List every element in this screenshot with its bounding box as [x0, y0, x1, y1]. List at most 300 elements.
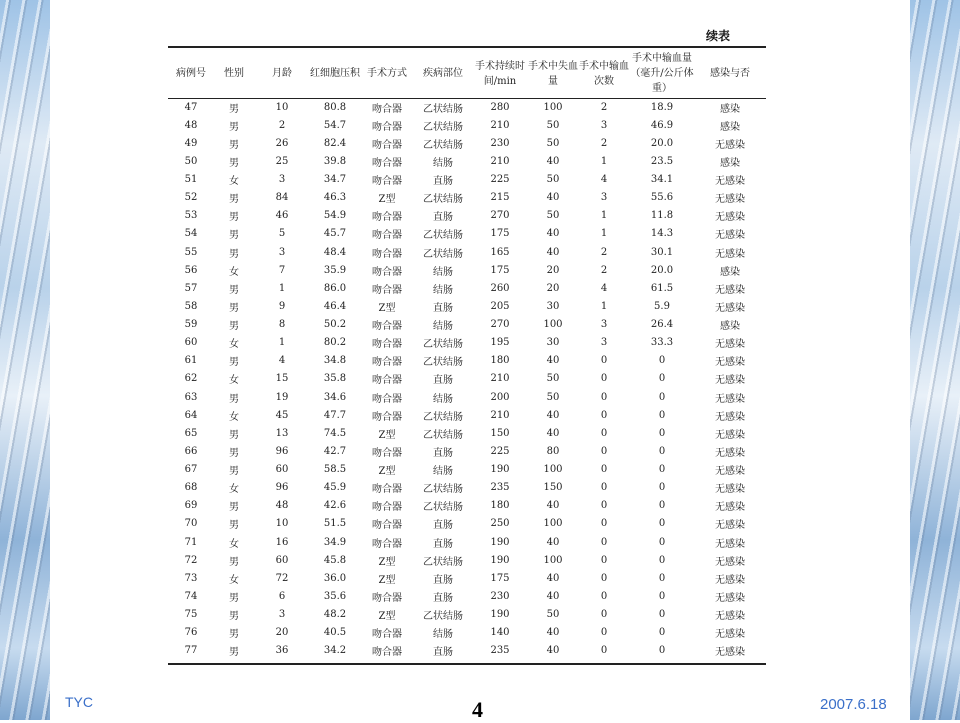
table-cell: 乙状结肠 — [423, 248, 463, 260]
table-cell: 35.9 — [323, 264, 347, 276]
table-cell: 男 — [229, 121, 239, 133]
table-cell: 吻合器 — [372, 484, 402, 496]
table-cell: 2 — [278, 119, 286, 131]
table-cell: 直肠 — [433, 302, 453, 314]
table-cell: 无感染 — [715, 248, 745, 260]
table-cell: 男 — [229, 592, 239, 604]
table-cell: 210 — [490, 119, 510, 131]
table-cell: 无感染 — [715, 302, 745, 314]
table-cell: 66 — [184, 445, 198, 457]
table-cell: 无感染 — [715, 502, 745, 514]
table-cell: 15 — [275, 373, 289, 385]
table-cell: 0 — [600, 609, 608, 621]
table-cell: 吻合器 — [372, 157, 402, 169]
table-cell: 40 — [546, 246, 560, 258]
table-cell: 54.7 — [323, 119, 347, 131]
footer-date: 2007.6.18 — [820, 696, 887, 713]
table-cell: 女 — [229, 266, 239, 278]
table-cell: 女 — [229, 176, 239, 188]
table-row — [168, 225, 766, 243]
table-cell: 100 — [543, 464, 563, 476]
table-cell: 50 — [546, 210, 560, 222]
table-cell: 乙状结肠 — [423, 611, 463, 623]
table-cell: 0 — [658, 554, 666, 566]
table-cell: 58 — [184, 300, 198, 312]
table-cell: 23.5 — [650, 155, 674, 167]
table-cell: 男 — [229, 212, 239, 224]
table-cell: 无感染 — [715, 574, 745, 586]
table-cell: 女 — [229, 484, 239, 496]
table-cell: 210 — [490, 409, 510, 421]
table-cell: 吻合器 — [372, 411, 402, 423]
table-cell: 2 — [600, 264, 608, 276]
column-header: 手术中失血量 — [528, 60, 578, 87]
table-cell: 150 — [543, 482, 563, 494]
table-cell: 50 — [546, 137, 560, 149]
table-cell: 225 — [490, 174, 510, 186]
table-cell: 80.2 — [323, 337, 347, 349]
table-cell: 70 — [184, 518, 198, 530]
table-cell: 260 — [490, 282, 510, 294]
table-cell: 乙状结肠 — [423, 121, 463, 133]
table-row — [168, 587, 766, 605]
table-cell: 无感染 — [715, 538, 745, 550]
table-cell: 19 — [275, 391, 289, 403]
table-cell: 无感染 — [715, 466, 745, 478]
table-cell: 82.4 — [323, 137, 347, 149]
table-cell: 150 — [490, 427, 510, 439]
table-cell: 33.3 — [650, 337, 674, 349]
table-cell: 3 — [600, 119, 608, 131]
table-cell: 直肠 — [433, 176, 453, 188]
table-row — [168, 388, 766, 406]
table-cell: 1 — [600, 210, 608, 222]
table-cell: 26 — [275, 137, 289, 149]
table-cell: 48 — [184, 119, 198, 131]
table-cell: 51 — [184, 174, 198, 186]
table-row — [168, 171, 766, 189]
table-cell: 0 — [658, 518, 666, 530]
table-cell: Z型 — [378, 194, 396, 206]
table-cell: 71 — [184, 536, 198, 548]
table-cell: 45 — [275, 409, 289, 421]
table-row — [168, 497, 766, 515]
table-cell: 53 — [184, 210, 198, 222]
table-cell: 40.5 — [323, 627, 347, 639]
table-cell: 26.4 — [650, 319, 674, 331]
table-cell: 0 — [600, 590, 608, 602]
table-cell: 30.1 — [650, 246, 674, 258]
table-cell: 吻合器 — [372, 592, 402, 604]
table-row — [168, 116, 766, 134]
table-cell: 65 — [184, 427, 198, 439]
table-cell: 男 — [229, 466, 239, 478]
table-row — [168, 370, 766, 388]
table-cell: 190 — [490, 554, 510, 566]
table-cell: 84 — [275, 192, 289, 204]
table-cell: 男 — [229, 230, 239, 242]
table-row — [168, 279, 766, 297]
table-cell: 0 — [600, 500, 608, 512]
table-cell: 男 — [229, 393, 239, 405]
table-cell: 35.6 — [323, 590, 347, 602]
surgery-data-table — [168, 49, 766, 660]
table-cell: 215 — [490, 192, 510, 204]
table-cell: 34.9 — [323, 536, 347, 548]
table-cell: 吻合器 — [372, 520, 402, 532]
footer-author: TYC — [65, 694, 93, 710]
table-cell: 女 — [229, 411, 239, 423]
table-cell: 无感染 — [715, 556, 745, 568]
table-cell: 3 — [278, 174, 286, 186]
table-cell: 吻合器 — [372, 176, 402, 188]
table-cell: 40 — [546, 409, 560, 421]
table-row — [168, 606, 766, 624]
table-cell: 吻合器 — [372, 230, 402, 242]
table-cell: 30 — [546, 300, 560, 312]
table-cell: 3 — [278, 609, 286, 621]
table-cell: 80 — [546, 445, 560, 457]
right-winter-tree-decoration — [910, 0, 960, 720]
table-cell: 无感染 — [715, 447, 745, 459]
table-cell: 36.0 — [323, 572, 347, 584]
table-cell: 吻合器 — [372, 212, 402, 224]
table-cell: 54.9 — [323, 210, 347, 222]
table-cell: 46.9 — [650, 119, 674, 131]
table-cell: 20.0 — [650, 264, 674, 276]
table-cell: 男 — [229, 357, 239, 369]
table-row — [168, 424, 766, 442]
table-cell: 42.7 — [323, 445, 347, 457]
table-cell: 女 — [229, 339, 239, 351]
table-row — [168, 461, 766, 479]
table-cell: 47.7 — [323, 409, 347, 421]
table-cell: 0 — [658, 482, 666, 494]
table-cell: 40 — [546, 500, 560, 512]
table-cell: 46 — [275, 210, 289, 222]
table-cell: 直肠 — [433, 375, 453, 387]
table-cell: 175 — [490, 228, 510, 240]
table-cell: 1 — [278, 337, 286, 349]
table-row — [168, 479, 766, 497]
table-cell: 74 — [184, 590, 198, 602]
table-cell: 0 — [600, 355, 608, 367]
table-cell: 男 — [229, 302, 239, 314]
table-cell: 无感染 — [715, 176, 745, 188]
table-cell: 男 — [229, 139, 239, 151]
table-cell: 76 — [184, 627, 198, 639]
page-number: 4 — [472, 697, 483, 722]
table-cell: 0 — [658, 427, 666, 439]
table-cell: 175 — [490, 572, 510, 584]
table-cell: 230 — [490, 590, 510, 602]
table-cell: 34.6 — [323, 391, 347, 403]
column-header: 手术中输血量（毫升/公斤体重） — [630, 53, 694, 94]
table-cell: 69 — [184, 500, 198, 512]
table-cell: 结肠 — [433, 393, 453, 405]
table-row — [168, 134, 766, 152]
table-cell: 男 — [229, 647, 239, 659]
table-cell: 47 — [184, 101, 198, 113]
table-row — [168, 406, 766, 424]
table-cell: 5 — [278, 228, 286, 240]
table-cell: 60 — [275, 554, 289, 566]
table-cell: 75 — [184, 609, 198, 621]
table-cell: 59 — [184, 319, 198, 331]
table-row — [168, 261, 766, 279]
table-cell: 34.1 — [650, 174, 674, 186]
table-cell: 无感染 — [715, 647, 745, 659]
table-cell: 5.9 — [654, 300, 670, 312]
table-cell: 2 — [600, 137, 608, 149]
table-cell: 190 — [490, 464, 510, 476]
table-cell: 0 — [658, 609, 666, 621]
table-cell: 46.3 — [323, 192, 347, 204]
table-cell: 49 — [184, 137, 198, 149]
table-cell: 270 — [490, 319, 510, 331]
table-cell: 67 — [184, 464, 198, 476]
table-cell: 0 — [600, 536, 608, 548]
table-cell: 吻合器 — [372, 447, 402, 459]
table-cell: 165 — [490, 246, 510, 258]
table-row — [168, 515, 766, 533]
table-cell: 吻合器 — [372, 375, 402, 387]
table-cell: 57 — [184, 282, 198, 294]
table-cell: 18.9 — [650, 101, 674, 113]
table-cell: 45.9 — [323, 482, 347, 494]
table-top-rule — [168, 46, 766, 48]
table-cell: 40 — [546, 155, 560, 167]
table-cell: 感染 — [720, 266, 740, 278]
table-cell: 72 — [184, 554, 198, 566]
table-cell: 感染 — [720, 321, 740, 333]
table-cell: 吻合器 — [372, 629, 402, 641]
table-row — [168, 442, 766, 460]
table-cell: Z型 — [378, 574, 396, 586]
table-cell: 女 — [229, 574, 239, 586]
table-cell: 235 — [490, 645, 510, 657]
table-cell: 16 — [275, 536, 289, 548]
table-cell: 40 — [546, 572, 560, 584]
table-cell: 吻合器 — [372, 139, 402, 151]
table-cell: 3 — [600, 192, 608, 204]
table-cell: 吻合器 — [372, 284, 402, 296]
table-cell: 60 — [184, 337, 198, 349]
table-cell: 乙状结肠 — [423, 139, 463, 151]
table-cell: 无感染 — [715, 520, 745, 532]
table-cell: 男 — [229, 429, 239, 441]
table-cell: 48 — [275, 500, 289, 512]
table-cell: 3 — [600, 337, 608, 349]
table-row — [168, 316, 766, 334]
table-cell: 0 — [600, 373, 608, 385]
table-cell: 男 — [229, 611, 239, 623]
table-cell: 男 — [229, 103, 239, 115]
table-cell: 6 — [278, 590, 286, 602]
table-cell: 吻合器 — [372, 248, 402, 260]
table-cell: 20 — [275, 627, 289, 639]
table-cell: 235 — [490, 482, 510, 494]
table-cell: 无感染 — [715, 139, 745, 151]
table-cell: 200 — [490, 391, 510, 403]
table-cell: 男 — [229, 248, 239, 260]
table-cell: 无感染 — [715, 393, 745, 405]
table-cell: 直肠 — [433, 574, 453, 586]
table-cell: 直肠 — [433, 647, 453, 659]
table-cell: 吻合器 — [372, 393, 402, 405]
table-cell: 男 — [229, 502, 239, 514]
table-cell: 58.5 — [323, 464, 347, 476]
table-cell: 52 — [184, 192, 198, 204]
left-winter-tree-decoration — [0, 0, 50, 720]
table-cell: 54 — [184, 228, 198, 240]
table-cell: 0 — [600, 445, 608, 457]
table-cell: 男 — [229, 629, 239, 641]
table-cell: 男 — [229, 157, 239, 169]
table-cell: 男 — [229, 447, 239, 459]
table-cell: 吻合器 — [372, 502, 402, 514]
table-cell: 男 — [229, 520, 239, 532]
table-cell: 30 — [546, 337, 560, 349]
table-row — [168, 207, 766, 225]
table-row — [168, 352, 766, 370]
table-cell: Z型 — [378, 556, 396, 568]
table-cell: 61 — [184, 355, 198, 367]
table-cell: 乙状结肠 — [423, 103, 463, 115]
table-row — [168, 243, 766, 261]
table-cell: 4 — [600, 282, 608, 294]
table-cell: 250 — [490, 518, 510, 530]
table-cell: 74.5 — [323, 427, 347, 439]
table-cell: 35.8 — [323, 373, 347, 385]
table-cell: 40 — [546, 627, 560, 639]
table-cell: 25 — [275, 155, 289, 167]
table-cell: 直肠 — [433, 520, 453, 532]
table-cell: 180 — [490, 355, 510, 367]
table-cell: 乙状结肠 — [423, 339, 463, 351]
table-cell: 乙状结肠 — [423, 411, 463, 423]
table-cell: 45.8 — [323, 554, 347, 566]
table-cell: 40 — [546, 427, 560, 439]
table-cell: 40 — [546, 645, 560, 657]
table-cell: 结肠 — [433, 266, 453, 278]
table-cell: 96 — [275, 445, 289, 457]
table-cell: 直肠 — [433, 212, 453, 224]
table-cell: 230 — [490, 137, 510, 149]
table-cell: 0 — [600, 572, 608, 584]
column-header: 月龄 — [272, 68, 292, 79]
table-cell: 210 — [490, 155, 510, 167]
column-header: 感染与否 — [710, 68, 750, 79]
table-cell: 乙状结肠 — [423, 502, 463, 514]
table-cell: 1 — [600, 300, 608, 312]
column-header: 手术持续时间/min — [475, 60, 525, 87]
table-cell: 无感染 — [715, 339, 745, 351]
table-cell: 乙状结肠 — [423, 357, 463, 369]
table-cell: 34.2 — [323, 645, 347, 657]
table-cell: 女 — [229, 375, 239, 387]
table-cell: 结肠 — [433, 284, 453, 296]
table-cell: 0 — [600, 409, 608, 421]
table-cell: 直肠 — [433, 447, 453, 459]
table-cell: 0 — [658, 445, 666, 457]
table-cell: 乙状结肠 — [423, 429, 463, 441]
table-cell: 0 — [600, 482, 608, 494]
table-cell: 195 — [490, 337, 510, 349]
table-cell: 直肠 — [433, 592, 453, 604]
table-cell: 0 — [658, 590, 666, 602]
table-cell: 175 — [490, 264, 510, 276]
table-cell: 40 — [546, 228, 560, 240]
table-cell: 3 — [600, 319, 608, 331]
table-row — [168, 297, 766, 315]
table-cell: 45.7 — [323, 228, 347, 240]
table-cell: 86.0 — [323, 282, 347, 294]
table-row — [168, 98, 766, 116]
table-row — [168, 624, 766, 642]
table-cell: 0 — [658, 373, 666, 385]
table-cell: 73 — [184, 572, 198, 584]
table-cell: 13 — [275, 427, 289, 439]
table-cell: 64 — [184, 409, 198, 421]
table-cell: 0 — [600, 554, 608, 566]
table-cell: 39.8 — [323, 155, 347, 167]
table-cell: 结肠 — [433, 321, 453, 333]
table-cell: 140 — [490, 627, 510, 639]
table-cell: 无感染 — [715, 212, 745, 224]
table-cell: 50 — [546, 373, 560, 385]
table-cell: 9 — [278, 300, 286, 312]
table-cell: 77 — [184, 645, 198, 657]
table-cell: 270 — [490, 210, 510, 222]
table-cell: 0 — [658, 627, 666, 639]
table-cell: 10 — [275, 101, 289, 113]
table-cell: 无感染 — [715, 484, 745, 496]
table-cell: 280 — [490, 101, 510, 113]
table-cell: 190 — [490, 536, 510, 548]
table-cell: 结肠 — [433, 157, 453, 169]
table-cell: 无感染 — [715, 375, 745, 387]
table-cell: 14.3 — [650, 228, 674, 240]
table-cell: 无感染 — [715, 230, 745, 242]
table-cell: 无感染 — [715, 592, 745, 604]
table-cell: 100 — [543, 518, 563, 530]
table-cell: 50 — [184, 155, 198, 167]
table-row — [168, 551, 766, 569]
table-cell: 0 — [658, 536, 666, 548]
table-cell: 结肠 — [433, 629, 453, 641]
table-cell: 2 — [600, 101, 608, 113]
table-cell: 50 — [546, 119, 560, 131]
table-cell: 0 — [658, 572, 666, 584]
table-cell: 0 — [658, 355, 666, 367]
table-cell: 乙状结肠 — [423, 194, 463, 206]
table-row — [168, 334, 766, 352]
table-cell: 36 — [275, 645, 289, 657]
table-cell: 0 — [600, 427, 608, 439]
table-cell: 无感染 — [715, 284, 745, 296]
table-cell: 乙状结肠 — [423, 230, 463, 242]
table-cell: 男 — [229, 556, 239, 568]
table-bottom-rule — [168, 663, 766, 665]
table-cell: 96 — [275, 482, 289, 494]
table-cell: 50 — [546, 174, 560, 186]
continued-table-label: 续表 — [706, 29, 731, 43]
table-cell: 42.6 — [323, 500, 347, 512]
table-cell: 无感染 — [715, 611, 745, 623]
table-cell: 51.5 — [323, 518, 347, 530]
table-cell: 100 — [543, 319, 563, 331]
